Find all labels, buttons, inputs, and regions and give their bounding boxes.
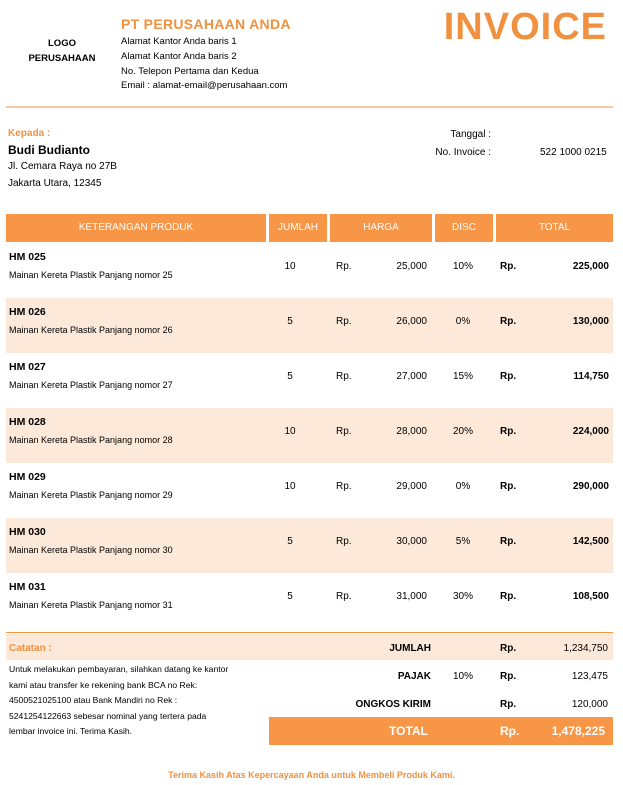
column-header-product: KETERANGAN PRODUK [6, 214, 266, 242]
shipping-value: 120,000 [571, 699, 608, 710]
product-total: 130,000 [572, 316, 609, 327]
logo-line-2: PERUSAHAAN [28, 53, 96, 64]
grand-total-value: 1,478,225 [551, 724, 605, 738]
product-total: 114,750 [573, 371, 609, 382]
client-address-1: Jl. Cemara Raya no 27B [8, 161, 117, 172]
product-total: 290,000 [572, 481, 609, 492]
price-currency: Rp. [336, 261, 352, 272]
company-address-1: Alamat Kantor Anda baris 1 [121, 36, 237, 47]
product-qty: 10 [284, 426, 296, 437]
notes-label: Catatan : [9, 643, 52, 654]
price-currency: Rp. [336, 536, 352, 547]
price-currency: Rp. [336, 316, 352, 327]
product-code: HM 027 [9, 361, 46, 373]
product-description: Mainan Kereta Plastik Panjang nomor 30 [9, 545, 173, 555]
shipping-label: ONGKOS KIRIM [355, 699, 431, 710]
company-email: Email : alamat-email@perusahaan.com [121, 80, 288, 91]
product-qty: 5 [287, 316, 293, 327]
thank-you-message: Terima Kasih Atas Kepercayaan Anda untuk Membeli Produk Kami. [168, 770, 455, 780]
product-price: 26,000 [396, 316, 427, 327]
product-total: 225,000 [572, 261, 609, 272]
table-row [6, 353, 613, 408]
product-price: 28,000 [396, 426, 427, 437]
product-description: Mainan Kereta Plastik Panjang nomor 27 [9, 380, 173, 390]
total-currency: Rp. [500, 426, 517, 437]
product-description: Mainan Kereta Plastik Panjang nomor 28 [9, 435, 173, 445]
column-header-disc: DISC [435, 214, 493, 242]
header-divider [6, 106, 613, 108]
company-phone: No. Telepon Pertama dan Kedua [121, 66, 259, 77]
product-code: HM 030 [9, 526, 46, 538]
total-currency: Rp. [500, 371, 517, 382]
tax-value: 123,475 [571, 671, 608, 682]
product-price: 25,000 [396, 261, 427, 272]
table-row [6, 243, 613, 298]
total-currency: Rp. [500, 261, 517, 272]
shipping-currency: Rp. [500, 699, 517, 710]
invoice-number-label: No. Invoice : [435, 147, 491, 158]
product-discount: 0% [455, 316, 471, 327]
company-name: PT PERUSAHAAN ANDA [121, 16, 291, 32]
product-code: HM 025 [9, 251, 46, 263]
company-address-2: Alamat Kantor Anda baris 2 [121, 51, 237, 62]
tax-label: PAJAK [397, 671, 431, 682]
price-currency: Rp. [336, 371, 352, 382]
product-qty: 5 [287, 536, 293, 547]
product-discount: 5% [455, 536, 471, 547]
product-price: 27,000 [396, 371, 427, 382]
client-name: Budi Budianto [8, 143, 90, 157]
product-description: Mainan Kereta Plastik Panjang nomor 25 [9, 270, 173, 280]
invoice-title: INVOICE [443, 6, 607, 48]
price-currency: Rp. [336, 481, 352, 492]
product-total: 224,000 [572, 426, 609, 437]
product-total: 142,500 [572, 536, 609, 547]
table-row [6, 518, 613, 573]
product-description: Mainan Kereta Plastik Panjang nomor 29 [9, 490, 173, 500]
product-qty: 10 [284, 481, 296, 492]
client-address-2: Jakarta Utara, 12345 [8, 178, 102, 189]
product-description: Mainan Kereta Plastik Panjang nomor 31 [9, 600, 173, 610]
price-currency: Rp. [336, 591, 352, 602]
product-code: HM 028 [9, 416, 46, 428]
client-label: Kepada : [8, 128, 51, 139]
column-header-price: HARGA [330, 214, 432, 242]
grand-total-currency: Rp. [500, 724, 520, 738]
total-currency: Rp. [500, 591, 517, 602]
product-qty: 5 [287, 371, 293, 382]
price-currency: Rp. [336, 426, 352, 437]
subtotal-label: JUMLAH [389, 643, 431, 654]
product-price: 31,000 [396, 591, 427, 602]
product-description: Mainan Kereta Plastik Panjang nomor 26 [9, 325, 173, 335]
product-code: HM 031 [9, 581, 46, 593]
table-row [6, 573, 613, 628]
company-logo [14, 36, 110, 66]
product-discount: 0% [455, 481, 471, 492]
total-currency: Rp. [500, 481, 517, 492]
subtotal-currency: Rp. [500, 643, 517, 654]
product-discount: 10% [452, 261, 473, 272]
table-header [6, 214, 613, 242]
total-currency: Rp. [500, 536, 517, 547]
column-header-qty: JUMLAH [269, 214, 327, 242]
table-row [6, 463, 613, 518]
total-currency: Rp. [500, 316, 517, 327]
date-label: Tanggal : [450, 129, 491, 140]
product-qty: 10 [284, 261, 296, 272]
invoice-number-value: 522 1000 0215 [540, 147, 607, 158]
product-code: HM 029 [9, 471, 46, 483]
tax-currency: Rp. [500, 671, 517, 682]
grand-total-box [269, 717, 613, 745]
product-discount: 15% [452, 371, 473, 382]
logo-line-1: LOGO [48, 38, 76, 49]
product-qty: 5 [287, 591, 293, 602]
product-price: 29,000 [396, 481, 427, 492]
table-row [6, 298, 613, 353]
product-code: HM 026 [9, 306, 46, 318]
product-discount: 20% [452, 426, 473, 437]
product-price: 30,000 [396, 536, 427, 547]
table-row [6, 408, 613, 463]
grand-total-label: TOTAL [389, 724, 428, 738]
product-discount: 30% [452, 591, 473, 602]
subtotal-value: 1,234,750 [563, 643, 608, 654]
notes-text: Untuk melakukan pembayaran, silahkan datang ke kantor kami atau transfer ke rekening bank BCA no Rek: 4500521025100 atau Bank Mandiri no Rek : 5241254122663 sebesar nominal yang tertera pada lembar invoice ini. Terima Kasih. [9, 664, 229, 736]
footer-divider [6, 632, 613, 633]
tax-percent: 10% [453, 671, 474, 682]
column-header-total: TOTAL [496, 214, 613, 242]
product-total: 108,500 [572, 591, 609, 602]
